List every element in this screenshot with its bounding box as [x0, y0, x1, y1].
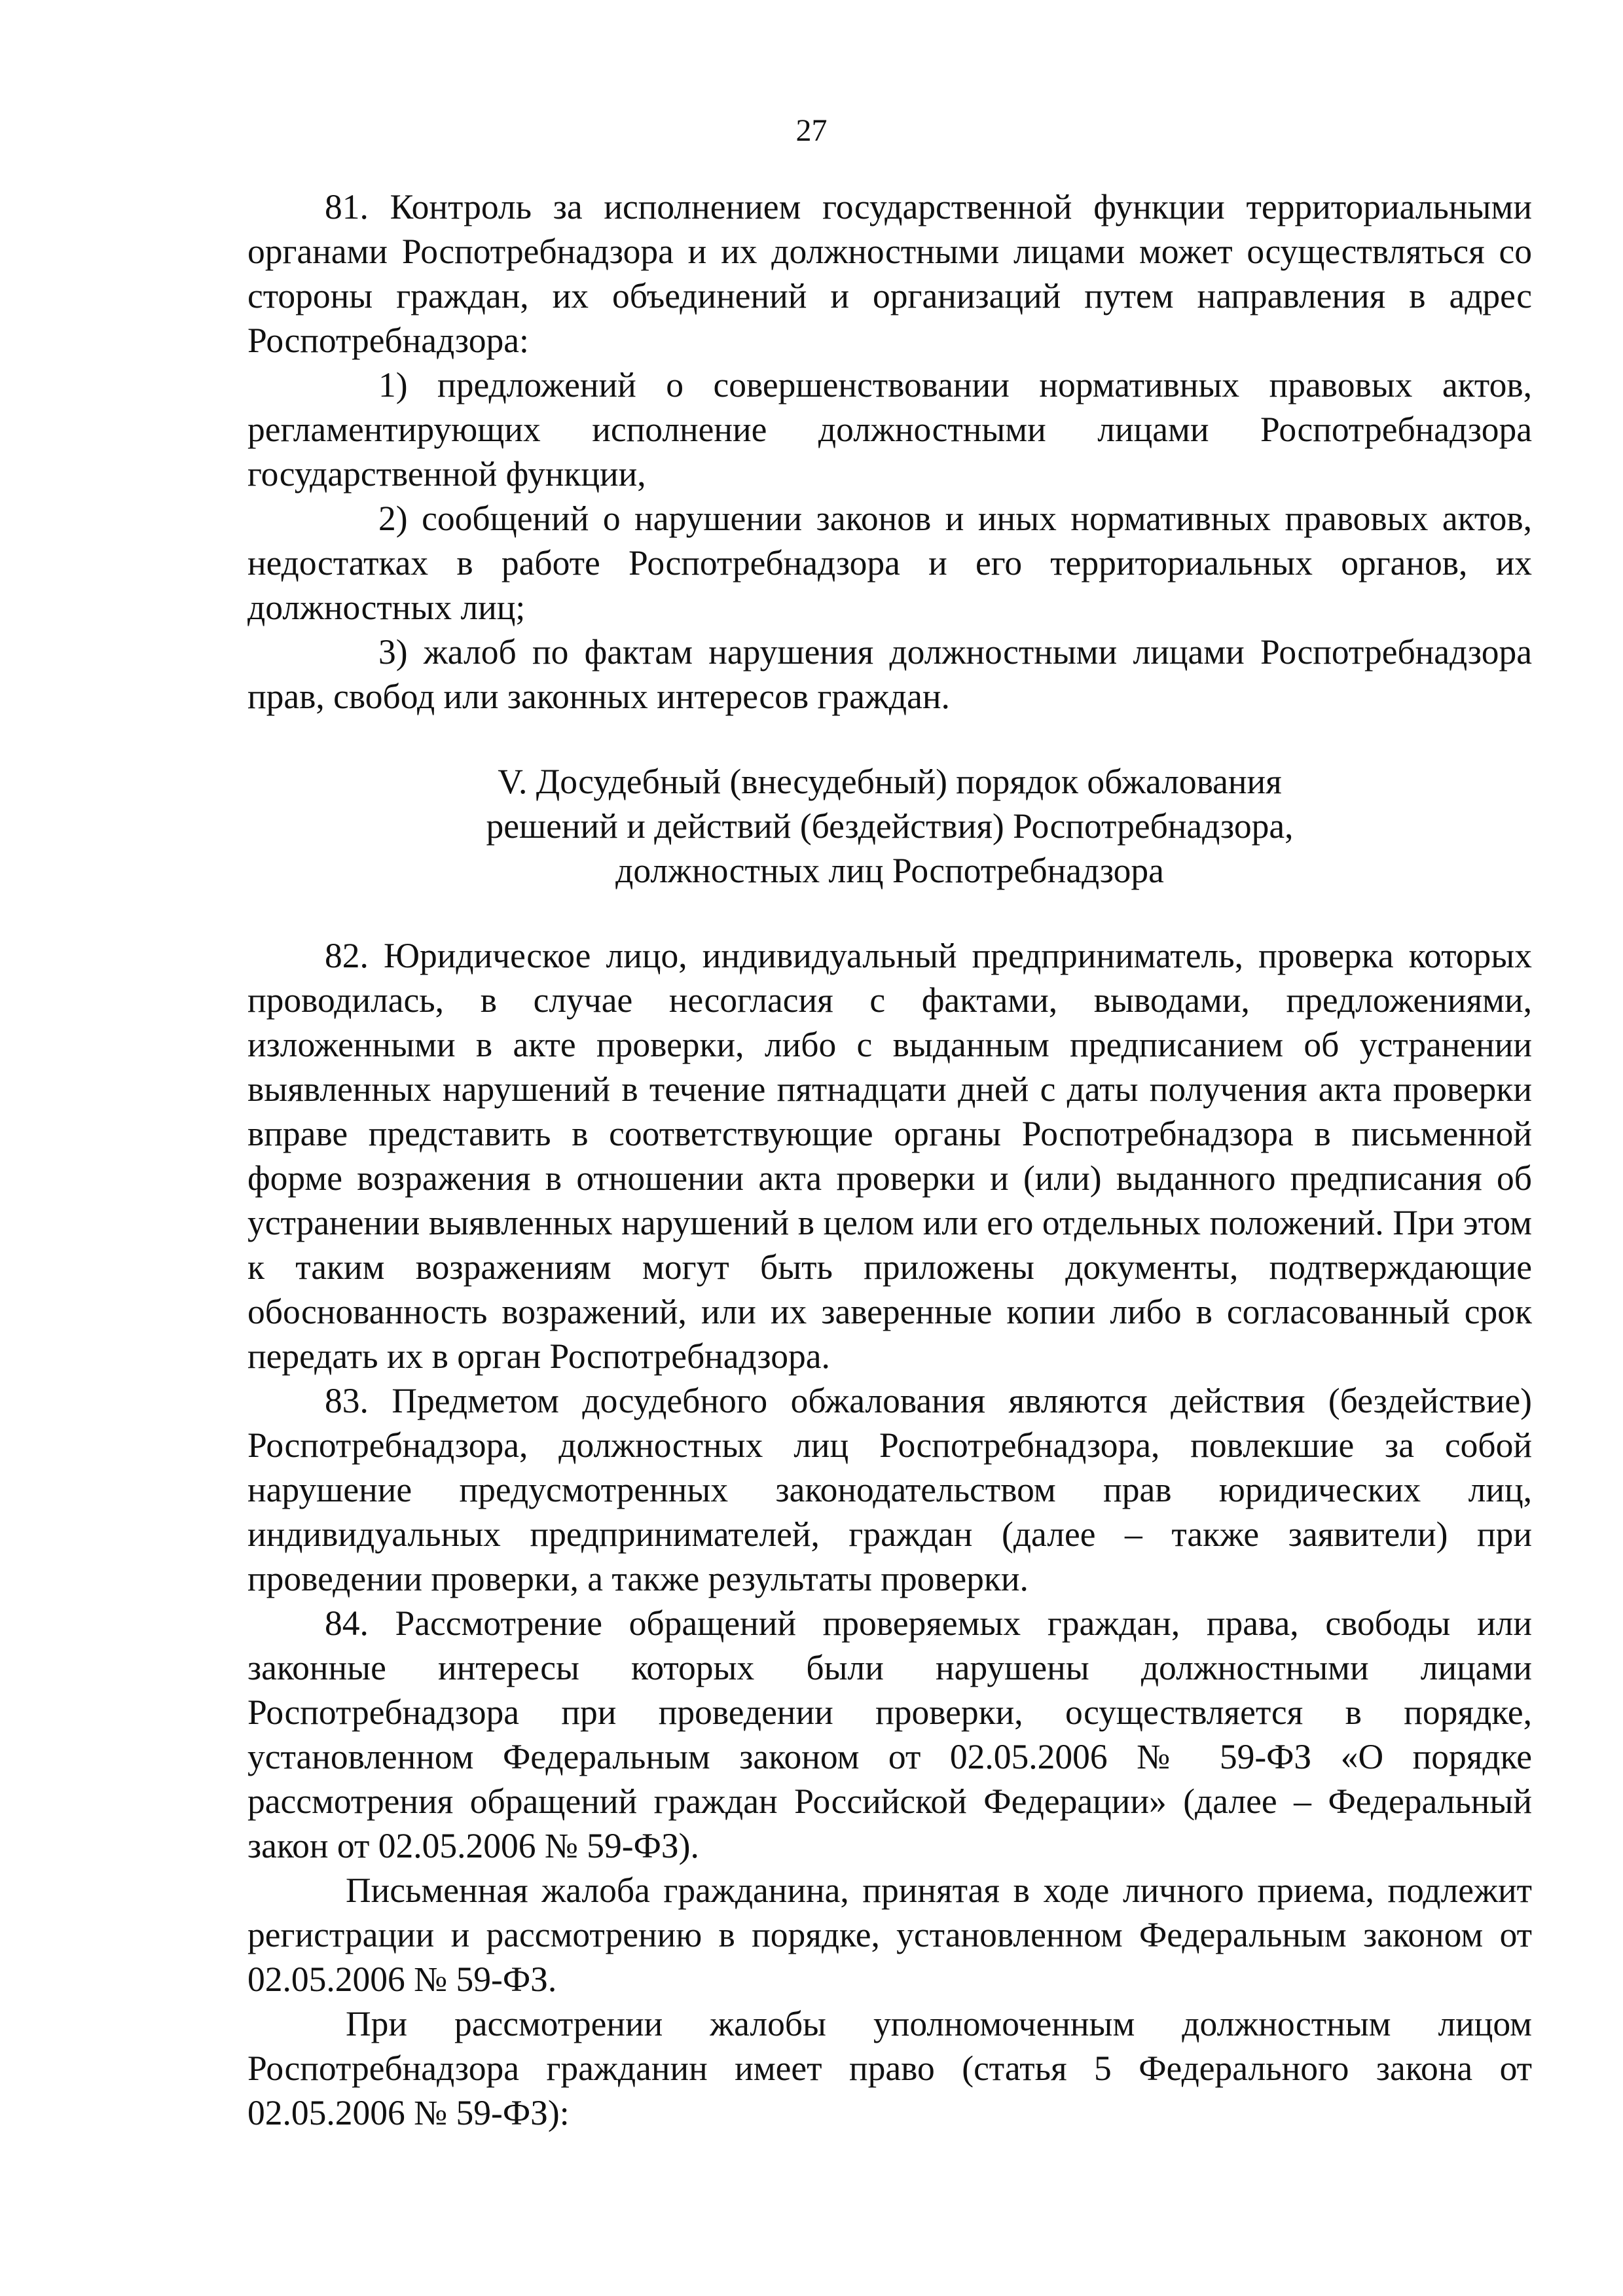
paragraph-81: 81. Контроль за исполнением государственной функции территориальными органами Роспотребнадзора и их должностными лицами может осуществляться со стороны граждан, их объединений и организаций путем направления в адрес Роспотребнадзора:: [247, 187, 1532, 360]
paragraph-81-item-2: 2) сообщений о нарушении законов и иных нормативных правовых актов, недостатках в работе Роспотребнадзора и его территориальных органов, их должностных лиц;: [247, 499, 1532, 627]
section-heading-line: решений и действий (бездействия) Роспотребнадзора,: [486, 806, 1294, 846]
paragraph-82: 82. Юридическое лицо, индивидуальный предприниматель, проверка которых проводилась, в случае несогласия с фактами, выводами, предложениями, изложенными в акте проверки, либо с выданным предписанием об устранении выявленных нарушений в течение пятнадцати дней с даты получения акта проверки вправе представить в соответствующие органы Роспотребнадзора в письменной форме возражения в отношении акта проверки и (или) выданного предписания об устранении выявленных нарушений в целом или его отдельных положений. При этом к таким возражениям могут быть приложены документы, подтверждающие обоснованность возражений, или их заверенные копии либо в согласованный срок передать их в орган Роспотребнадзора.: [247, 936, 1532, 1376]
page-number: 27: [795, 113, 828, 148]
document-body: [247, 185, 1532, 2135]
paragraph-81-item-3: 3) жалоб по фактам нарушения должностными лицами Роспотребнадзора прав, свобод или законных интересов граждан.: [247, 632, 1532, 716]
section-heading-line: должностных лиц Роспотребнадзора: [615, 851, 1164, 890]
paragraph-84-citizen-rights: При рассмотрении жалобы уполномоченным должностным лицом Роспотребнадзора гражданин имеет право (статья 5 Федерального закона от 02.05.2006 № 59-ФЗ):: [247, 2004, 1532, 2132]
paragraph-83: 83. Предметом досудебного обжалования являются действия (бездействие) Роспотребнадзора, должностных лиц Роспотребнадзора, повлекшие за собой нарушение предусмотренных законодательством прав юридических лиц, индивидуальных предпринимателей, граждан (далее – также заявители) при проведении проверки, а также результаты проверки.: [247, 1381, 1532, 1598]
paragraph-84-written-complaint: Письменная жалоба гражданина, принятая в ходе личного приема, подлежит регистрации и рассмотрению в порядке, установленном Федеральным законом от 02.05.2006 № 59-ФЗ.: [247, 1871, 1532, 1999]
section-heading-line: V. Досудебный (внесудебный) порядок обжалования: [498, 762, 1282, 801]
paragraph-81-item-1: 1) предложений о совершенствовании нормативных правовых актов, регламентирующих исполнение должностными лицами Роспотребнадзора государственной функции,: [247, 365, 1532, 493]
paragraph-84: 84. Рассмотрение обращений проверяемых граждан, права, свободы или законные интересы которых были нарушены должностными лицами Роспотребнадзора при проведении проверки, осуществляется в порядке, установленном Федеральным законом от 02.05.2006 № 59-ФЗ «О порядке рассмотрения обращений граждан Российской Федерации» (далее – Федеральный закон от 02.05.2006 № 59-ФЗ).: [247, 1604, 1532, 1865]
section-heading: [247, 759, 1532, 893]
